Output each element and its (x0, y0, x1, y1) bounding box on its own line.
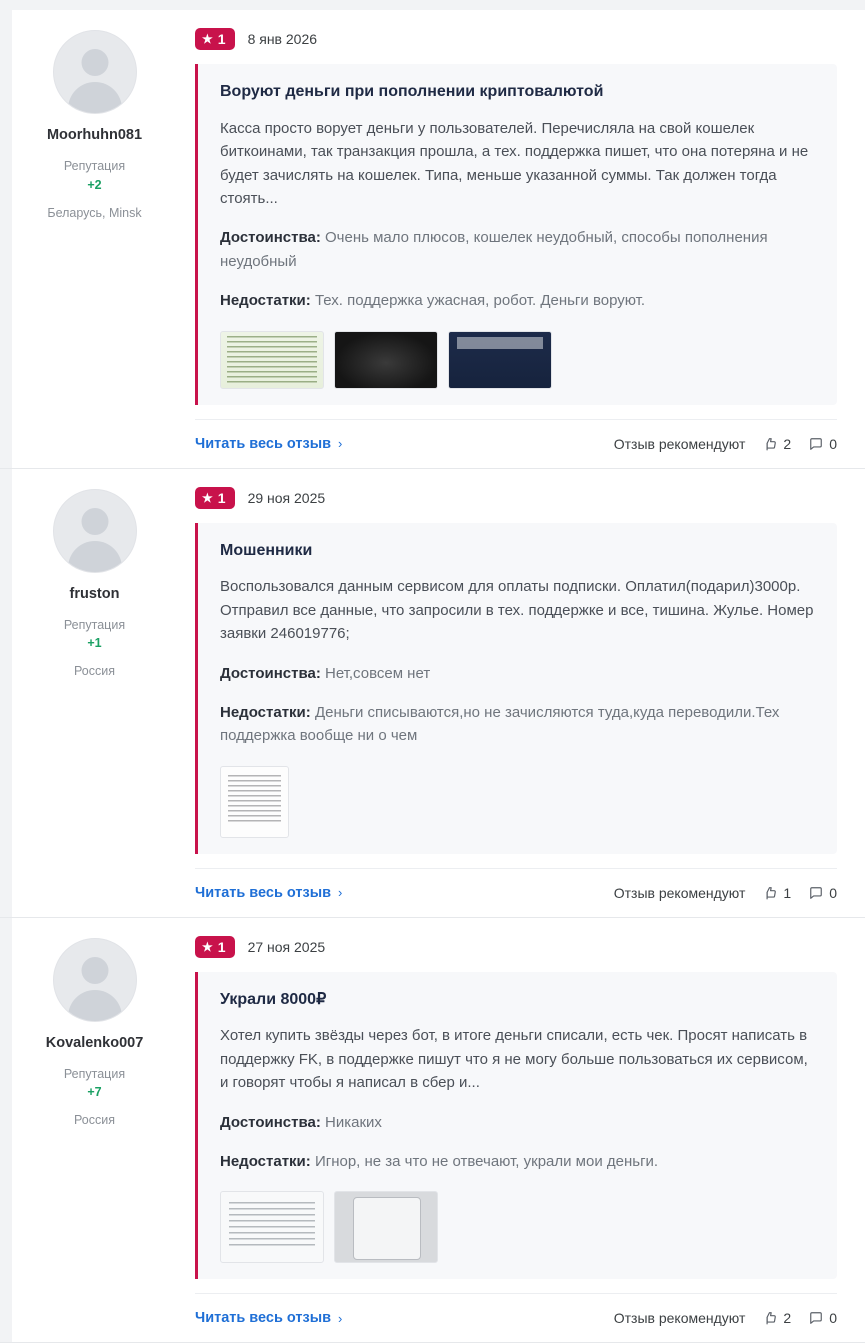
rating-value: 1 (217, 938, 226, 955)
review-content (195, 972, 837, 1280)
like-count: 2 (783, 1310, 792, 1327)
review-stats (614, 436, 837, 452)
read-full-review-label: Читать весь отзыв (195, 435, 332, 452)
review-author (12, 10, 177, 468)
pros-label: Достоинства: (220, 229, 321, 247)
reputation-label: Репутация (63, 159, 126, 174)
recommend-label: Отзыв рекомендуют (613, 435, 746, 452)
review-content (195, 64, 837, 405)
reputation-value: +7 (87, 1085, 102, 1100)
pros-text: Очень мало плюсов, кошелек неудобный, способы пополнения неудобный (220, 229, 768, 270)
like-count: 1 (783, 884, 792, 901)
attachment-thumbnail[interactable] (220, 1191, 324, 1263)
review-title[interactable]: Воруют деньги при пополнении криптовалютой (220, 83, 604, 100)
review-card (0, 469, 865, 918)
rating-badge (195, 936, 235, 958)
pros-text: Нет,совсем нет (325, 664, 431, 682)
like-stat[interactable] (763, 1310, 791, 1326)
review-author (12, 469, 177, 917)
rating-value: 1 (217, 31, 226, 47)
avatar-body-shape (68, 990, 122, 1022)
chevron-right-icon: › (338, 436, 343, 452)
attachment-thumbnail[interactable] (334, 1191, 438, 1263)
rating-badge (195, 28, 235, 50)
review-footer (195, 868, 837, 917)
comment-icon (809, 886, 823, 900)
read-full-review-link[interactable] (195, 885, 342, 901)
cons-text: Деньги списываются,но не зачисляются туда,куда переводили.Тех поддержка вообще ни о чем (220, 703, 780, 745)
review-date: 8 янв 2026 (247, 31, 318, 47)
attachment-thumbnail[interactable] (220, 766, 289, 838)
review-stats (614, 1310, 837, 1326)
comment-stat[interactable] (809, 436, 837, 452)
avatar[interactable] (53, 489, 137, 573)
attachment-thumbnail[interactable] (334, 331, 438, 389)
review-cons (220, 1150, 815, 1173)
review-attachments (220, 331, 815, 389)
comment-icon (809, 437, 823, 451)
author-name[interactable]: Kovalenko007 (45, 1034, 144, 1051)
star-icon: ★ (202, 490, 213, 505)
read-full-review-label: Читать весь отзыв (195, 1310, 332, 1327)
pros-label: Достоинства: (220, 664, 321, 682)
review-pros (220, 1111, 815, 1134)
review-attachments (220, 766, 815, 838)
review-meta (177, 28, 837, 50)
star-icon: ★ (202, 939, 213, 954)
read-full-review-label: Читать весь отзыв (195, 884, 332, 901)
like-icon (763, 437, 777, 451)
review-author (12, 918, 177, 1343)
review-text: Хотел купить звёзды через бот, в итоге деньги списали, есть чек. Просят написать в поддержку FK, в поддержке пишут что я не могу больше пользоваться их сервисом, и говорят чтобы я написал в сбер и... (220, 1027, 808, 1092)
cons-label: Недостатки: (220, 703, 311, 721)
review-card (0, 10, 865, 469)
pros-label: Достоинства: (220, 1113, 321, 1131)
like-icon (763, 1311, 777, 1325)
chevron-right-icon: › (338, 1310, 343, 1326)
author-location: Беларусь, Minsk (47, 205, 142, 220)
review-footer (195, 419, 837, 468)
comment-count: 0 (829, 884, 837, 901)
reputation-label: Репутация (63, 1067, 126, 1082)
rating-badge (195, 487, 235, 509)
review-meta (177, 936, 837, 958)
avatar-body-shape (68, 541, 122, 573)
like-count: 2 (783, 435, 792, 452)
review-date: 29 ноя 2025 (247, 489, 326, 506)
like-stat[interactable] (763, 436, 791, 452)
review-pros (220, 662, 815, 685)
review-cons (220, 289, 815, 312)
review-content (195, 523, 837, 854)
rating-value: 1 (217, 489, 226, 506)
cons-label: Недостатки: (220, 292, 311, 310)
author-location: Россия (74, 664, 115, 679)
reputation-value: +2 (87, 177, 102, 192)
cons-label: Недостатки: (220, 1153, 311, 1171)
avatar-body-shape (68, 82, 122, 114)
read-full-review-link[interactable] (195, 1310, 342, 1326)
review-cons (220, 701, 815, 748)
avatar-head-shape (81, 49, 108, 76)
review-text: Касса просто ворует деньги у пользователей. Перечисляла на свой кошелек биткоинами, так транзакция прошла, а тех. поддержка пишет, что она потеряна и не будет зачислять на кошелек. Типа, меньше указанной суммы. Так должен тогда стоять... (220, 119, 809, 207)
pros-text: Никаких (325, 1113, 382, 1131)
review-date: 27 ноя 2025 (247, 938, 326, 955)
review-footer (195, 1293, 837, 1342)
recommend-label: Отзыв рекомендуют (613, 884, 746, 901)
comment-stat[interactable] (809, 885, 837, 901)
review-body (177, 469, 865, 917)
reputation-value: +1 (87, 636, 102, 651)
avatar-head-shape (81, 957, 108, 984)
avatar-head-shape (81, 508, 108, 535)
top-spacer (0, 0, 865, 10)
review-meta (177, 487, 837, 509)
star-icon: ★ (202, 32, 213, 46)
review-body (177, 10, 865, 468)
review-card (0, 918, 865, 1343)
reputation-label: Репутация (63, 617, 126, 632)
review-body (177, 918, 865, 1343)
chevron-right-icon: › (338, 885, 343, 901)
review-pros (220, 226, 815, 273)
comment-count: 0 (829, 1310, 837, 1327)
cons-text: Тех. поддержка ужасная, робот. Деньги воруют. (314, 292, 646, 310)
review-title[interactable]: Мошенники (220, 541, 313, 559)
author-name[interactable]: fruston (69, 585, 120, 602)
avatar[interactable] (53, 938, 137, 1022)
recommend-label: Отзыв рекомендуют (613, 1310, 746, 1327)
like-icon (763, 886, 777, 900)
author-location: Россия (74, 1113, 115, 1128)
author-name[interactable]: Moorhuhn081 (46, 127, 143, 143)
review-title[interactable]: Украли 8000₽ (220, 990, 327, 1008)
review-text: Воспользовался данным сервисом для оплаты подписки. Оплатил(подарил)3000р. Отправил все данные, что запросили в тех. поддержке и все, тишина. Жулье. Номер заявки 246019776; (220, 578, 814, 643)
attachment-thumbnail[interactable] (448, 331, 552, 389)
like-stat[interactable] (763, 885, 791, 901)
attachment-thumbnail[interactable] (220, 331, 324, 389)
review-attachments (220, 1191, 815, 1263)
review-stats (614, 885, 837, 901)
avatar[interactable] (53, 30, 137, 114)
comment-stat[interactable] (809, 1310, 837, 1326)
comment-count: 0 (829, 435, 837, 452)
cons-text: Игнор, не за что не отвечают, украли мои деньги. (314, 1153, 659, 1171)
read-full-review-link[interactable] (195, 436, 342, 452)
comment-icon (809, 1311, 823, 1325)
